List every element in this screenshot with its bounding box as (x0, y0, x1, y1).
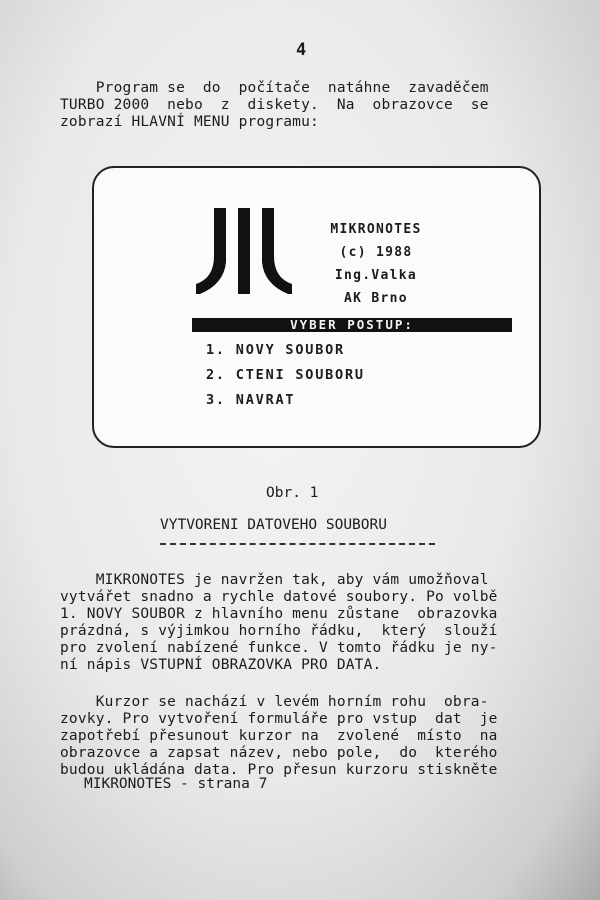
text-line: pro zvolení nabízené funkce. V tomto řádku je ny- (60, 640, 498, 656)
author-location: AK Brno (344, 291, 408, 306)
menu-item-read-file: 2. CTENI SOUBORU (206, 367, 365, 383)
menu-title-bar: VYBER POSTUP: (192, 318, 512, 332)
text-line: Program se do počítače natáhne zavaděčem (60, 80, 489, 96)
page-number: 4 (296, 40, 307, 60)
text-line: zovky. Pro vytvoření formuláře pro vstup dat je (60, 711, 498, 727)
text-line: zapotřebí přesunout kurzor na zvolené místo na (60, 728, 498, 744)
page-footer: MIKRONOTES - strana 7 (84, 776, 268, 792)
menu-item-return: 3. NAVRAT (206, 392, 296, 408)
body-paragraph-1 (60, 572, 580, 674)
section-heading: VYTVORENI DATOVEHO SOUBORU (160, 517, 387, 533)
program-info (306, 218, 446, 310)
text-line: vytvářet snadno a rychle datové soubory. Po volbě (60, 589, 498, 605)
author-name: Ing.Valka (334, 268, 418, 283)
figure-caption: Obr. 1 (266, 485, 319, 501)
program-name: MIKRONOTES (330, 222, 422, 237)
text-line: obrazovce a zapsat název, nebo pole, do kterého (60, 745, 498, 761)
atari-fuji-logo-icon (194, 204, 294, 299)
text-line: 1. NOVY SOUBOR z hlavního menu zůstane obrazovka (60, 606, 498, 622)
intro-paragraph (60, 80, 580, 131)
text-line: prázdná, s výjimkou horního řádku, který slouží (60, 623, 498, 639)
text-line: Kurzor se nachází v levém horním rohu obra- (60, 694, 489, 710)
body-paragraph-2 (60, 694, 580, 779)
text-line: zobrazí HLAVNÍ MENU programu: (60, 114, 319, 130)
heading-underline (160, 543, 435, 545)
menu-item-new-file: 1. NOVY SOUBOR (206, 342, 345, 358)
main-menu-screen-figure (92, 166, 541, 448)
text-line: MIKRONOTES je navržen tak, aby vám umožňoval (60, 572, 489, 588)
text-line: TURBO 2000 nebo z diskety. Na obrazovce se (60, 97, 489, 113)
text-line: budou ukládána data. Pro přesun kurzoru stiskněte (60, 762, 498, 778)
copyright-line: (c) 1988 (339, 245, 413, 260)
text-line: ní nápis VSTUPNÍ OBRAZOVKA PRO DATA. (60, 657, 382, 673)
